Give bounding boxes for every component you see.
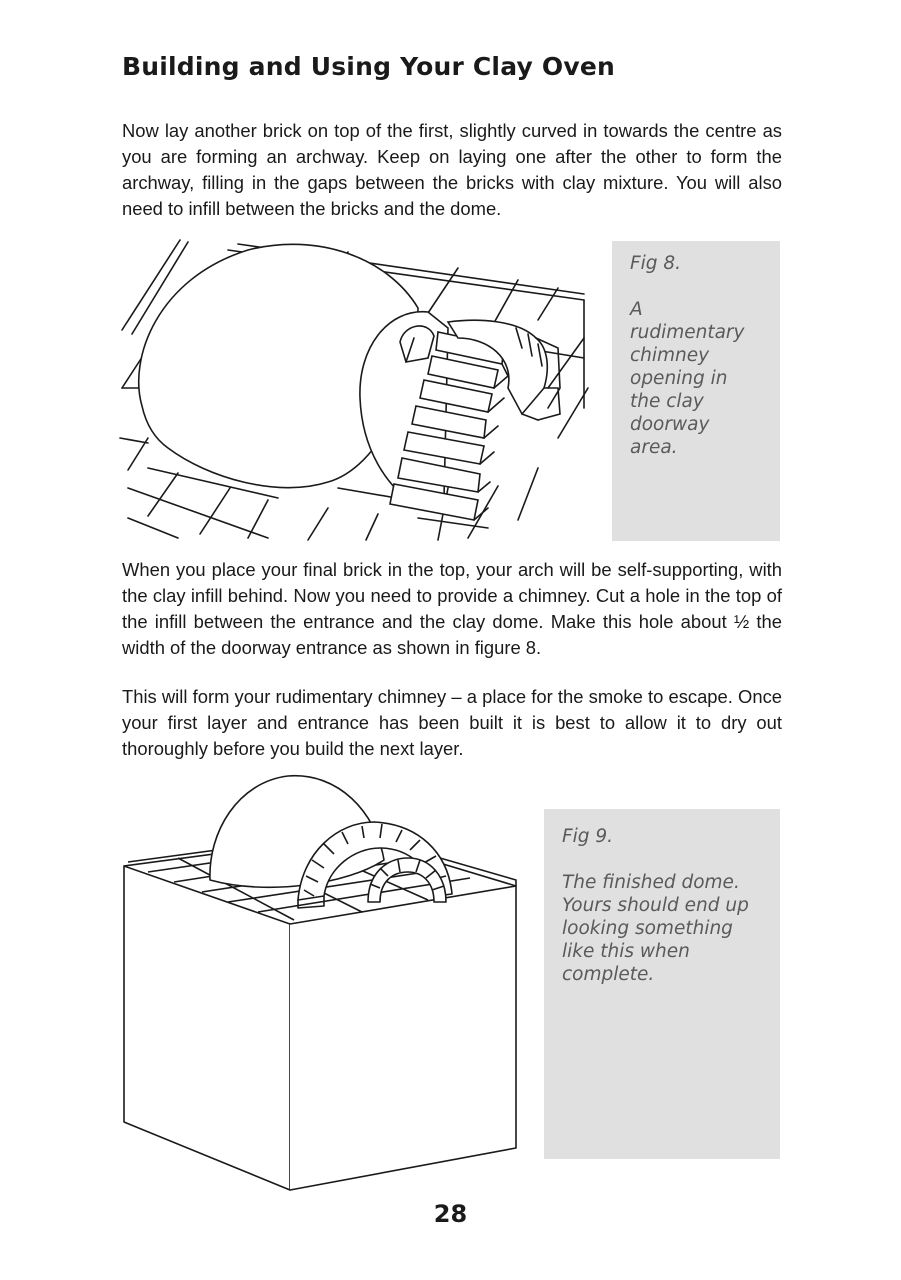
figure-9-label: Fig 9.	[562, 826, 614, 847]
page-title: Building and Using Your Clay Oven	[122, 52, 616, 81]
figure-8-caption-box	[612, 241, 780, 541]
figure-8-caption: A rudimentary chimney opening in the clay doorway area.	[630, 299, 745, 458]
paragraph-chimney: When you place your final brick in the top, your arch will be self-supporting, with the clay infill behind. Now you need to provide a chimney. Cut a hole in the top of the infill between the entrance and the clay dome. Make this hole about ½ the width of the doorway entrance as shown in figure 8.	[122, 559, 782, 658]
figure-9-caption: The finished dome. Yours should end up looking something like this when complete.	[562, 872, 749, 985]
figure-8-illustration	[118, 238, 590, 542]
figure-8-label: Fig 8.	[630, 253, 682, 274]
paragraph-arch: Now lay another brick on top of the first, slightly curved in towards the centre as you are forming an archway. Keep on laying one after the other to form the archway, filling in the gaps between the bricks with clay mixture. You will also need to infill between the bricks and the dome.	[122, 120, 782, 219]
page-number: 28	[433, 1200, 468, 1228]
figure-9-caption-box	[544, 809, 780, 1159]
figure-9-illustration	[118, 772, 526, 1194]
paragraph-drying: This will form your rudimentary chimney – a place for the smoke to escape. Once your first layer and entrance has been built it is best to allow it to dry out thoroughly before you build the next layer.	[122, 686, 782, 759]
